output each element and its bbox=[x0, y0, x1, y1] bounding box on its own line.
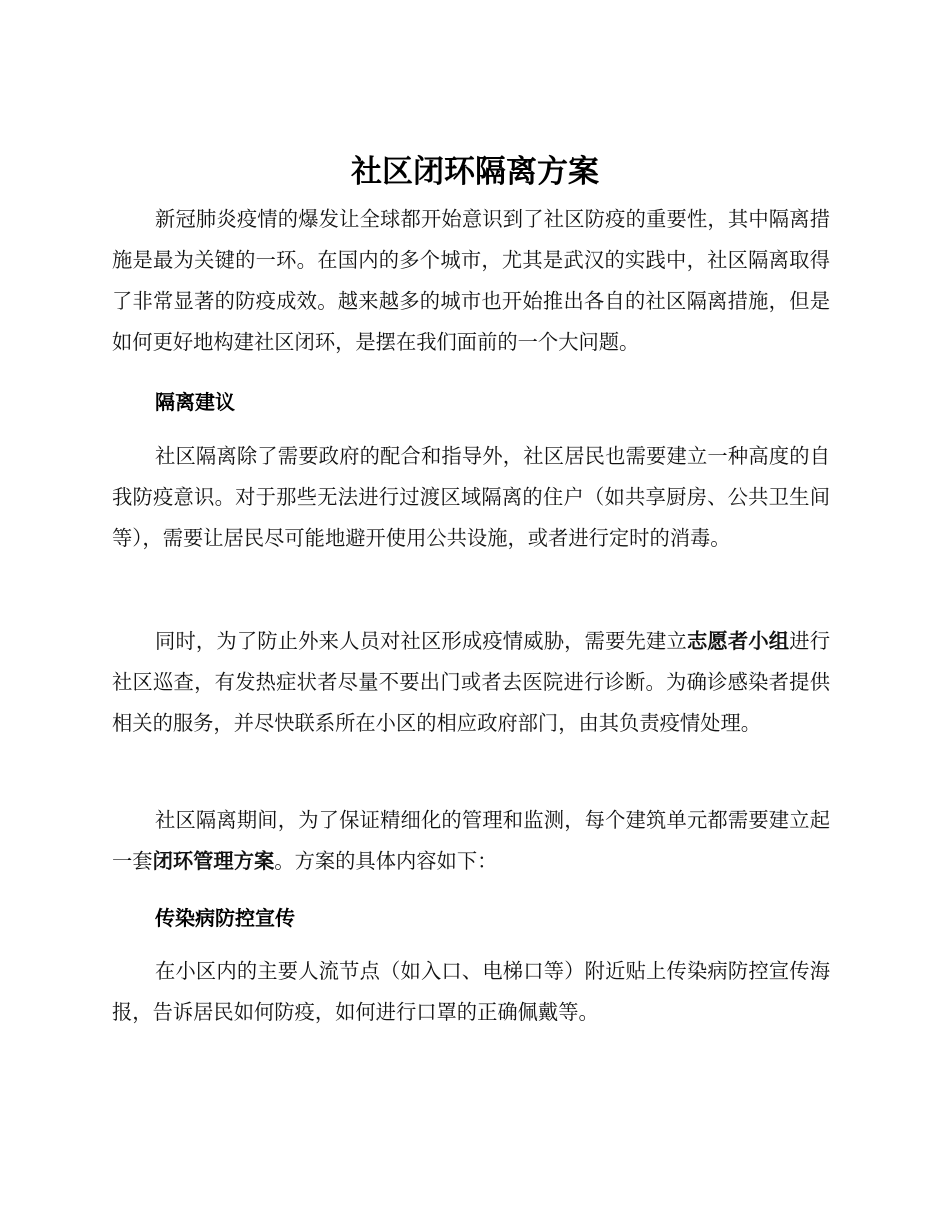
closed-loop-plan-emphasis: 闭环管理方案 bbox=[152, 849, 275, 873]
document-title: 社区闭环隔离方案 bbox=[351, 154, 599, 190]
paragraph-text: 社区隔离期间，为了保证精细化的管理和监测，每个建筑单元都需要建立起一套 bbox=[112, 808, 830, 873]
paragraph-text: 同时，为了防止外来人员对社区形成疫情威胁，需要先建立 bbox=[155, 629, 687, 653]
volunteer-group-emphasis: 志愿者小组 bbox=[686, 629, 790, 653]
section-heading-disease-prevention-publicity: 传染病防控宣传 bbox=[155, 906, 295, 930]
publicity-paragraph: 在小区内的主要人流节点（如入口、电梯口等）附近贴上传染病防控宣传海报，告诉居民如何防疫，如何进行口罩的正确佩戴等。 bbox=[112, 959, 830, 1024]
isolation-advice-paragraph-1: 社区隔离除了需要政府的配合和指导外，社区居民也需要建立一种高度的自我防疫意识。对于那些无法进行过渡区域隔离的住户（如共享厨房、公共卫生间等），需要让居民尽可能地避开使用公共设施，或者进行定时的消毒。 bbox=[112, 444, 830, 550]
isolation-advice-paragraph-3 bbox=[112, 800, 830, 882]
intro-paragraph: 新冠肺炎疫情的爆发让全球都开始意识到了社区防疫的重要性，其中隔离措施是最为关键的一环。在国内的多个城市，尤其是武汉的实践中，社区隔离取得了非常显著的防疫成效。越来越多的城市也开始推出各自的社区隔离措施，但是如何更好地构建社区闭环，是摆在我们面前的一个大问题。 bbox=[112, 207, 830, 354]
isolation-advice-paragraph-2 bbox=[112, 621, 830, 744]
paragraph-text: 。方案的具体内容如下： bbox=[274, 849, 498, 873]
section-heading-isolation-advice: 隔离建议 bbox=[155, 390, 235, 414]
paragraph-text: 进行社区巡查，有发热症状者尽量不要出门或者去医院进行诊断。为确诊感染者提供相关的服务，并尽快联系所在小区的相应政府部门，由其负责疫情处理。 bbox=[112, 629, 830, 735]
